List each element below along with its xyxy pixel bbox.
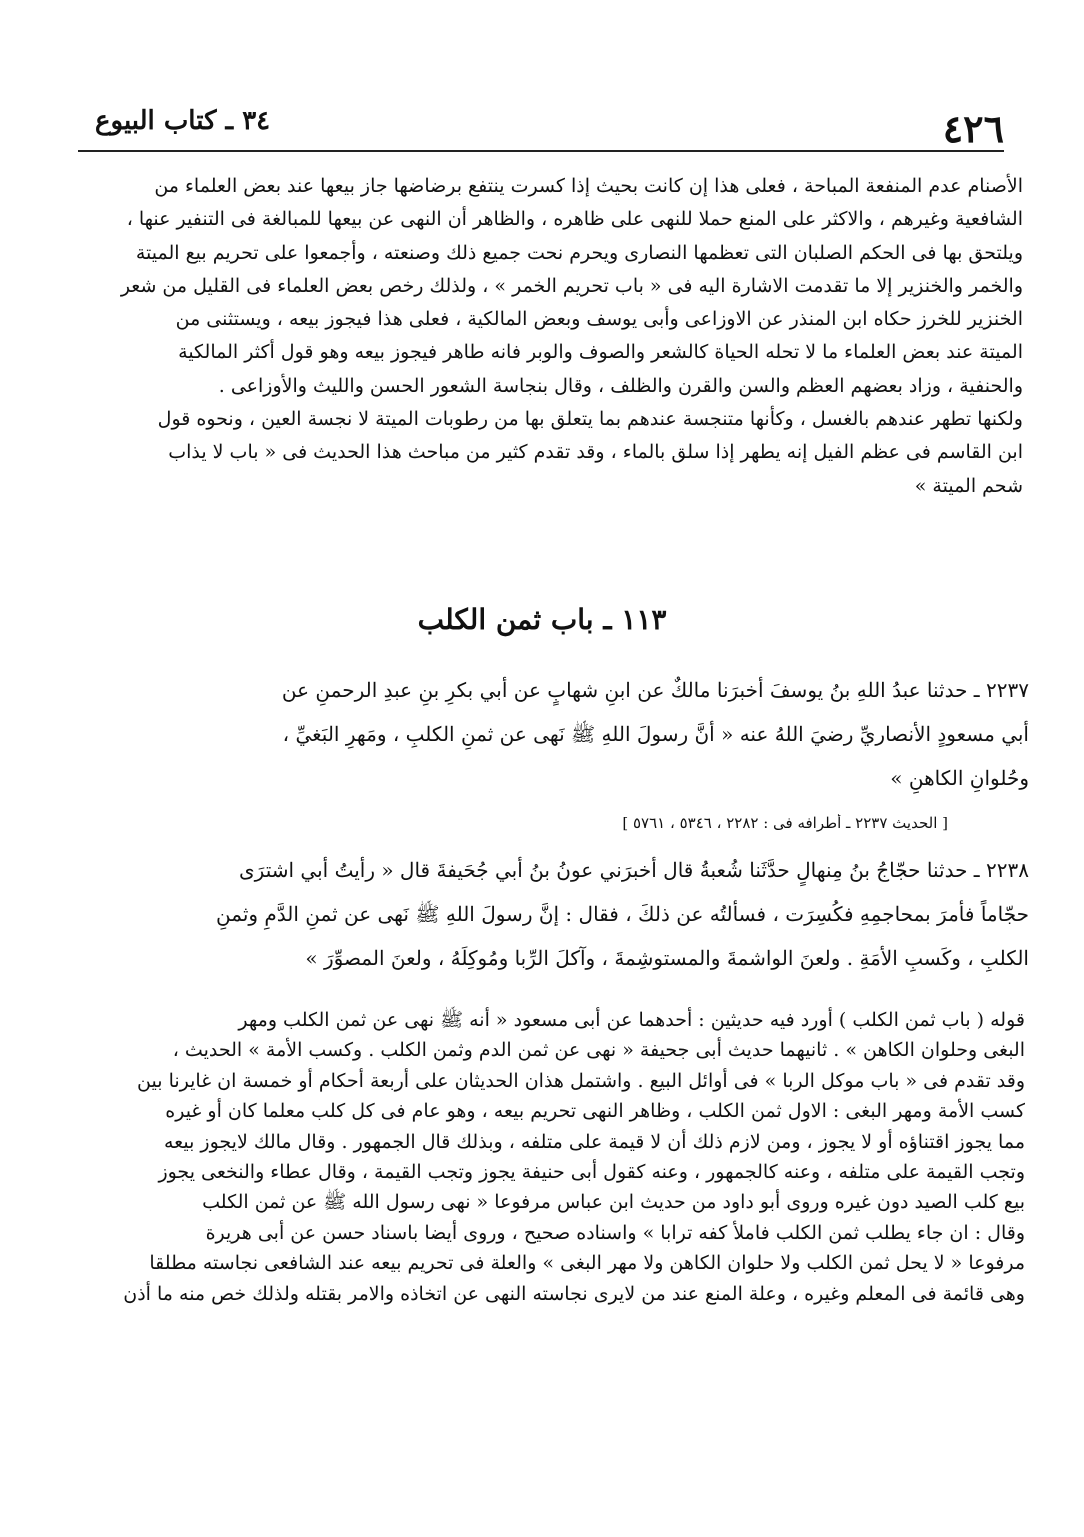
text-line: الشافعية وغيرهم ، والاكثر على المنع حملا للنهى على ظاهره ، والظاهر أن النهى عن بيعها للمبالغة فى التنفير عنها ، xyxy=(126,208,1023,231)
hadith-2237 xyxy=(72,668,1029,800)
text-line: والخمر والخنزير إلا ما تقدمت الاشارة اليه فى « باب تحريم الخمر » ، ولذلك رخص بعض العلماء فى القليل من شعر xyxy=(120,274,1023,297)
text-line: وقال : ان جاء يطلب ثمن الكلب فاملأ كفه ترابا » واسناده صحيح ، وروى أيضا باسناد حسن عن أبى هريرة xyxy=(205,1221,1025,1244)
hadith-line: ٢٢٣٨ ـ حدثنا حجّاجُ بنُ مِنهالٍ حدَّثَنا شُعبةُ قال أخبرَني عونُ بنُ أبي جُحَيفةَ قال « رأيتُ أبي اشترَى xyxy=(239,858,1029,882)
hadith-line: وحُلوانِ الكاهنِ » xyxy=(890,766,1029,790)
hadith-line: الكلبِ ، وكَسبِ الأمَةِ . ولعنَ الواشمةَ والمستوشِمةَ ، وآكلَ الرِّبا ومُوكِلَهُ ، ولعنَ المصوِّرَ » xyxy=(305,946,1029,970)
text-line: الأصنام عدم المنفعة المباحة ، فعلى هذا إن كانت بحيث إذا كسرت ينتفع برضاضها جاز بيعها عند بعض العلماء من xyxy=(154,175,1023,197)
text-line: وتجب القيمة على متلفه ، وعنه كالجمهور ، وعنه كقول أبى حنيفة يجوز وتجب القيمة ، وقال عطاء والنخعى يجوز xyxy=(158,1161,1025,1184)
page-header xyxy=(0,88,1084,158)
header-rule xyxy=(78,150,1004,152)
hadith-2238 xyxy=(68,848,1029,980)
text-line: ويلتحق بها فى الحكم الصلبان التى تعظمها النصارى ويحرم نحت جميع ذلك وصنعته ، وأجمعوا على تحريم بيع الميتة xyxy=(135,241,1023,264)
chapter-heading: ١١٣ ـ باب ثمن الكلب xyxy=(417,603,667,636)
text-line: مما يجوز اقتناؤه أو لا يجوز ، ومن لازم ذلك أن لا قيمة على متلفه ، وبذلك قال الجمهور . وقال مالك لايجوز بيعه xyxy=(163,1130,1025,1153)
text-line: البغى وحلوان الكاهن » . ثانيهما حديث أبى جحيفة « نهى عن ثمن الدم وثمن الكلب . وكسب الأمة » الحديث ، xyxy=(172,1039,1025,1062)
running-title: ٣٤ ـ كتاب البيوع xyxy=(95,106,271,136)
text-line: وقد تقدم فى « باب موكل الربا » فى أوائل البيع . واشتمل هذان الحديثان على أربعة أحكام أو خمسة ان غايرنا بين xyxy=(137,1069,1025,1092)
text-line: قوله ( باب ثمن الكلب ) أورد فيه حديثين : أحدهما عن أبى مسعود « أنه ﷺ نهى عن ثمن الكلب ومهر xyxy=(238,1009,1025,1031)
commentary-top xyxy=(78,170,1023,503)
page-number: ٤٢٦ xyxy=(942,106,1004,151)
hadith-reference-note: [ الحديث ٢٢٣٧ ـ أطرافه فى : ٢٢٨٢ ، ٥٣٤٦ ، ٥٧٦١ ] xyxy=(622,814,948,832)
text-line: الخنزير للخرز حكاه ابن المنذر عن الاوزاعى وأبى يوسف وبعض المالكية ، فعلى هذا فيجوز بيعه ، ويستثنى من xyxy=(175,308,1023,331)
commentary-bottom xyxy=(68,1005,1025,1309)
hadith-line: ٢٢٣٧ ـ حدثنا عبدُ اللهِ بنُ يوسفَ أخبرَنا مالكٌ عن ابنِ شهابٍ عن أبي بكرِ بنِ عبدِ الرحمنِ عن xyxy=(281,678,1029,702)
text-line: بيع كلب الصيد دون غيره وروى أبو داود من حديث ابن عباس مرفوعا « نهى رسول الله ﷺ عن ثمن الكلب xyxy=(202,1191,1025,1214)
text-line: شحم الميتة » xyxy=(914,474,1023,497)
text-line: كسب الأمة ومهر البغى : الاول ثمن الكلب ، وظاهر النهى تحريم بيعه ، وهو عام فى كل كلب معلما كان أو غيره xyxy=(165,1100,1025,1123)
text-line: ولكنها تطهر عندهم بالغسل ، وكأنها متنجسة عندهم بما يتعلق بها من رطوبات الميتة لا نجسة العين ، ونحوه قول xyxy=(157,408,1023,431)
text-line: ابن القاسم فى عظم الفيل إنه يطهر إذا سلق بالماء ، وقد تقدم كثير من مباحث هذا الحديث فى « باب لا يذاب xyxy=(168,441,1023,464)
text-line: مرفوعا « لا يحل ثمن الكلب ولا حلوان الكاهن ولا مهر البغى » والعلة فى تحريم بيعه عند الشافعى نجاسته مطلقا xyxy=(149,1252,1025,1275)
hadith-line: أبي مسعودٍ الأنصاريِّ رضيَ اللهُ عنه « أنَّ رسولَ اللهِ ﷺ نَهى عن ثمنِ الكلبِ ، ومَهرِ البَغيِّ ، xyxy=(282,722,1029,746)
text-line: وهى قائمة فى المعلم وغيره ، وعلة المنع عند من لايرى نجاسته النهى عن اتخاذه والامر بقتله ولذلك خص منه ما أذن xyxy=(123,1282,1025,1305)
hadith-line: حجّاماً فأمرَ بمحاجمِهِ فكُسِرَت ، فسألتُه عن ذلكَ ، فقال : إنَّ رسولَ اللهِ ﷺ نَهى عن ثمنِ الدَّمِ وثمنِ xyxy=(216,902,1029,926)
text-line: الميتة عند بعض العلماء ما لا تحله الحياة كالشعر والصوف والوبر فانه طاهر فيجوز بيعه وهو قول أكثر المالكية xyxy=(178,341,1023,364)
text-line: والحنفية ، وزاد بعضهم العظم والسن والقرن والظلف ، وقال بنجاسة الشعور الحسن والليث والأوزاعى . xyxy=(218,374,1023,397)
